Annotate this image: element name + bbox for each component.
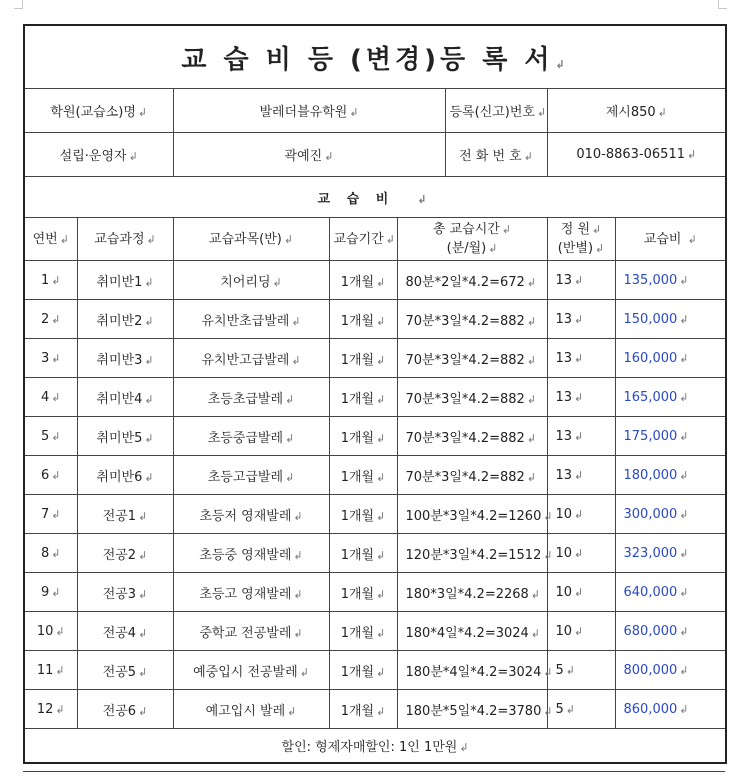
cell-subject: 초등초급발레 ↲ [173,378,329,417]
header-capacity: 정 원 ↲ (반별) ↲ [547,218,615,261]
phone-label: 전 화 번 호 ↲ [445,133,547,177]
cell-no: 6 ↲ [24,456,77,495]
cell-period: 1개월 ↲ [329,573,397,612]
header-subject: 교습과목(반) ↲ [173,218,329,261]
academy-name-value: 발레더블유학원 ↲ [173,89,445,133]
cell-course: 취미반1 ↲ [77,261,173,300]
table-row [24,534,726,573]
cell-no: 11 ↲ [24,651,77,690]
cell-fee: 135,000 ↲ [615,261,726,300]
table-row [24,495,726,534]
cell-course: 전공5 ↲ [77,651,173,690]
cell-total-time: 70분*3일*4.2=882 ↲ [397,378,547,417]
table-row [24,300,726,339]
discount-note: 할인: 형제자매할인: 1인 1만원 ↲ [24,729,726,764]
cell-no: 7 ↲ [24,495,77,534]
table-row [24,612,726,651]
cell-capacity: 13 ↲ [547,417,615,456]
cell-period: 1개월 ↲ [329,612,397,651]
cell-fee: 323,000 ↲ [615,534,726,573]
cell-fee: 680,000 ↲ [615,612,726,651]
cell-period: 1개월 ↲ [329,378,397,417]
cell-course: 취미반3 ↲ [77,339,173,378]
cell-subject: 중학교 전공발레 ↲ [173,612,329,651]
page-corner-mark-left [14,0,23,9]
cell-total-time: 180분*4일*4.2=3024 ↲ [397,651,547,690]
section-title: 교 습 비 ↲ [24,177,726,218]
cell-capacity: 13 ↲ [547,378,615,417]
founder-value: 곽예진 ↲ [173,133,445,177]
cell-no: 8 ↲ [24,534,77,573]
registration-number-value: 제시850 ↲ [547,89,726,133]
cell-fee: 640,000 ↲ [615,573,726,612]
cell-course: 전공2 ↲ [77,534,173,573]
table-row [24,456,726,495]
cell-course: 전공4 ↲ [77,612,173,651]
cell-period: 1개월 ↲ [329,300,397,339]
cell-fee: 800,000 ↲ [615,651,726,690]
cell-course: 전공6 ↲ [77,690,173,729]
table-row [24,261,726,300]
table-row [24,339,726,378]
cell-capacity: 10 ↲ [547,573,615,612]
cell-subject: 유치반고급발레 ↲ [173,339,329,378]
phone-value: 010-8863-06511 ↲ [547,133,726,177]
cell-total-time: 70분*3일*4.2=882 ↲ [397,417,547,456]
cell-total-time: 70분*3일*4.2=882 ↲ [397,300,547,339]
cell-subject: 예중입시 전공발레 ↲ [173,651,329,690]
cell-subject: 유치반초급발레 ↲ [173,300,329,339]
cell-total-time: 80분*2일*4.2=672 ↲ [397,261,547,300]
cell-period: 1개월 ↲ [329,534,397,573]
cell-no: 9 ↲ [24,573,77,612]
table-row [24,690,726,729]
cell-subject: 초등중 영재발레 ↲ [173,534,329,573]
cell-capacity: 10 ↲ [547,534,615,573]
header-total-time: 총 교습시간 ↲ (분/월) ↲ [397,218,547,261]
cell-course: 취미반6 ↲ [77,456,173,495]
page-corner-mark-right [718,0,727,9]
cell-no: 2 ↲ [24,300,77,339]
cell-course: 전공3 ↲ [77,573,173,612]
academy-name-label: 학원(교습소)명 ↲ [24,89,173,133]
cell-course: 취미반2 ↲ [77,300,173,339]
table-row [24,573,726,612]
cell-subject: 치어리딩 ↲ [173,261,329,300]
cell-fee: 150,000 ↲ [615,300,726,339]
cell-fee: 165,000 ↲ [615,378,726,417]
cell-period: 1개월 ↲ [329,495,397,534]
founder-label: 설립·운영자 ↲ [24,133,173,177]
cell-capacity: 10 ↲ [547,612,615,651]
cell-capacity: 13 ↲ [547,300,615,339]
cell-capacity: 13 ↲ [547,339,615,378]
table-row [24,651,726,690]
cell-total-time: 180*3일*4.2=2268 ↲ [397,573,547,612]
cell-no: 12 ↲ [24,690,77,729]
cell-no: 10 ↲ [24,612,77,651]
cell-subject: 초등중급발레 ↲ [173,417,329,456]
cell-period: 1개월 ↲ [329,456,397,495]
cell-subject: 예고입시 발레 ↲ [173,690,329,729]
cell-total-time: 100분*3일*4.2=1260 ↲ [397,495,547,534]
cell-fee: 175,000 ↲ [615,417,726,456]
cell-total-time: 70분*3일*4.2=882 ↲ [397,456,547,495]
registration-number-label: 등록(신고)번호 ↲ [445,89,547,133]
cell-capacity: 13 ↲ [547,261,615,300]
cell-capacity: 13 ↲ [547,456,615,495]
cell-subject: 초등고급발레 ↲ [173,456,329,495]
document-title: 교 습 비 등 (변경)등 록 서 ↲ [24,25,726,89]
cell-course: 취미반4 ↲ [77,378,173,417]
header-course: 교습과정 ↲ [77,218,173,261]
cell-no: 3 ↲ [24,339,77,378]
cell-period: 1개월 ↲ [329,339,397,378]
cell-period: 1개월 ↲ [329,690,397,729]
cell-subject: 초등저 영재발레 ↲ [173,495,329,534]
cell-period: 1개월 ↲ [329,261,397,300]
cell-no: 1 ↲ [24,261,77,300]
cell-capacity: 10 ↲ [547,495,615,534]
cell-capacity: 5 ↲ [547,690,615,729]
cell-total-time: 70분*3일*4.2=882 ↲ [397,339,547,378]
bottom-divider [23,771,725,772]
cell-no: 5 ↲ [24,417,77,456]
cell-no: 4 ↲ [24,378,77,417]
cell-total-time: 180*4일*4.2=3024 ↲ [397,612,547,651]
table-row [24,378,726,417]
registration-form-table [23,24,727,764]
cell-period: 1개월 ↲ [329,651,397,690]
cell-subject: 초등고 영재발레 ↲ [173,573,329,612]
cell-fee: 300,000 ↲ [615,495,726,534]
cell-fee: 160,000 ↲ [615,339,726,378]
cell-fee: 860,000 ↲ [615,690,726,729]
cell-total-time: 180분*5일*4.2=3780 ↲ [397,690,547,729]
header-fee: 교습비 ↲ [615,218,726,261]
cell-period: 1개월 ↲ [329,417,397,456]
cell-course: 취미반5 ↲ [77,417,173,456]
cell-fee: 180,000 ↲ [615,456,726,495]
cell-capacity: 5 ↲ [547,651,615,690]
table-row [24,417,726,456]
cell-total-time: 120분*3일*4.2=1512 ↲ [397,534,547,573]
header-no: 연번 ↲ [24,218,77,261]
cell-course: 전공1 ↲ [77,495,173,534]
header-period: 교습기간 ↲ [329,218,397,261]
